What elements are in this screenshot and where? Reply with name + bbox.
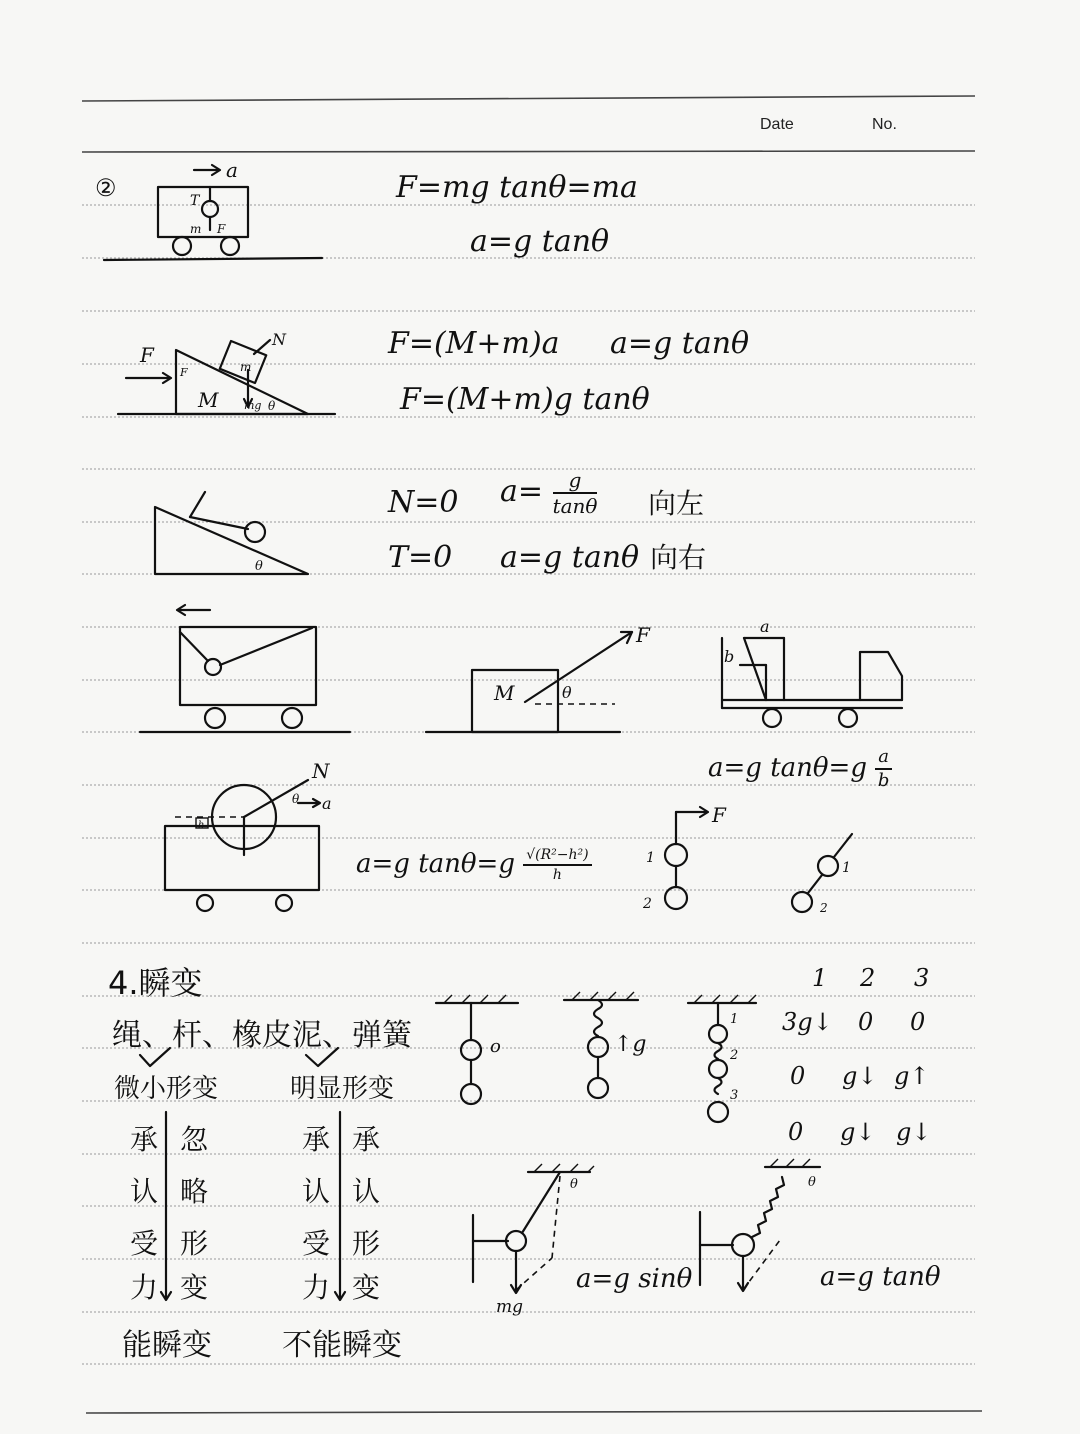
cart-pendulum-diagram [104, 158, 322, 260]
equation-sin: a=g sinθ [576, 1264, 693, 1294]
large-deformation: 明显形变 [290, 1074, 395, 1104]
svg-text:F: F [712, 803, 726, 827]
sphere-eq-denominator: h [552, 867, 562, 883]
item-marker: ② [95, 174, 117, 202]
number-label: No. [872, 116, 897, 133]
block-force-diagram [426, 623, 651, 732]
svg-text:θ: θ [255, 559, 263, 574]
left-col-b-2: 略 [180, 1175, 209, 1208]
table-cell-r2-c3: g↑ [894, 1062, 930, 1090]
equation-acceleration: a=g tanθ [470, 224, 610, 259]
svg-text:M: M [198, 388, 219, 412]
equation-wedge-force: F=(M+m)a [388, 326, 560, 361]
cannot-change: 不能瞬变 [282, 1328, 402, 1363]
hanging-three-balls [688, 995, 756, 1122]
cart-hanging-ball-diagram [140, 605, 350, 732]
right-col-b-1: 承 [352, 1123, 381, 1156]
table-cell-r1-c3: 0 [910, 1008, 926, 1036]
svg-text:θ: θ [808, 1175, 816, 1190]
svg-text:1: 1 [646, 850, 655, 866]
right-col-b-2: 认 [352, 1175, 381, 1208]
left-col-a-1: 承 [130, 1123, 159, 1156]
truck-eq-numerator: a [875, 748, 892, 770]
hanging-ball-rope [436, 995, 518, 1104]
right-col-b-4: 变 [352, 1271, 381, 1304]
right-col-a-3: 受 [302, 1227, 331, 1260]
table-cell-r1-c2: 0 [858, 1008, 874, 1036]
svg-text:h: h [198, 820, 205, 831]
accel-prefix: a= [500, 474, 544, 509]
truck-eq-denominator: b [877, 770, 890, 791]
equation-wedge-acceleration: a=g tanθ [610, 326, 750, 361]
hang-label-1: 1 [730, 1012, 739, 1027]
left-col-a-4: 力 [130, 1271, 159, 1304]
table-cell-r1-c1: 3g↓ [782, 1008, 833, 1036]
left-col-b-4: 变 [180, 1271, 209, 1304]
incline-ball-diagram [155, 492, 308, 574]
svg-text:2: 2 [820, 901, 828, 915]
svg-text:a: a [226, 158, 238, 182]
svg-text:θ: θ [292, 792, 300, 806]
date-label: Date [760, 116, 794, 133]
left-col-b-1: 忽 [180, 1123, 209, 1156]
equation-tension: F=mg tanθ=ma [396, 170, 638, 205]
spring-angle-ball-diagram [700, 1159, 820, 1291]
rope-angle-ball-diagram [473, 1164, 594, 1317]
svg-text:1: 1 [842, 860, 851, 876]
right-col-b-3: 形 [352, 1227, 381, 1260]
direction-left: 向左 [648, 487, 705, 520]
svg-text:M: M [494, 681, 515, 705]
equation-tan: a=g tanθ [820, 1262, 941, 1292]
svg-text:θ: θ [562, 683, 572, 702]
table-cell-r3-c1: 0 [788, 1118, 804, 1146]
truck-eq-prefix: a=g tanθ=g [708, 753, 867, 783]
right-col-a-4: 力 [302, 1271, 331, 1304]
svg-text:N: N [272, 330, 286, 349]
sphere-eq-prefix: a=g tanθ=g [356, 849, 515, 879]
accel-fraction [500, 470, 597, 516]
accel-numerator: g [553, 470, 598, 494]
svg-text:F: F [140, 343, 154, 367]
small-deformation: 微小形变 [114, 1074, 219, 1104]
svg-text:2: 2 [643, 896, 652, 912]
left-col-b-3: 形 [180, 1227, 209, 1260]
cart-sphere-diagram [165, 759, 332, 911]
svg-text:T: T [190, 193, 200, 209]
can-change: 能瞬变 [122, 1328, 212, 1363]
svg-text:F: F [217, 222, 226, 236]
svg-text:θ: θ [570, 1177, 578, 1192]
connected-balls-diagram [642, 803, 852, 915]
table-cell-r3-c3: g↓ [896, 1118, 932, 1146]
svg-text:θ: θ [268, 399, 276, 413]
table-header-2: 2 [860, 964, 876, 992]
svg-text:F: F [636, 623, 650, 647]
table-header-3: 3 [914, 964, 930, 992]
svg-text:mg: mg [496, 1297, 524, 1317]
svg-text:a: a [322, 794, 332, 813]
accel-denominator: tanθ [552, 494, 598, 518]
sphere-eq-numerator: √(R²−h²) [523, 848, 591, 866]
hang-label-zero: o [490, 1036, 501, 1057]
svg-text:m: m [190, 222, 202, 236]
svg-text:N: N [312, 759, 330, 783]
svg-text:mg: mg [244, 399, 262, 412]
svg-text:a: a [760, 617, 770, 636]
left-col-a-2: 认 [130, 1175, 159, 1208]
right-col-a-2: 认 [302, 1175, 331, 1208]
sphere-equation [356, 848, 592, 882]
table-cell-r2-c1: 0 [790, 1062, 806, 1090]
truck-equation [708, 748, 892, 790]
equation-wedge-total: F=(M+m)g tanθ [400, 382, 650, 417]
normal-zero: N=0 [388, 485, 459, 520]
hang-label-2: 2 [730, 1048, 739, 1063]
table-cell-r2-c2: g↓ [842, 1062, 878, 1090]
tension-zero: T=0 [388, 540, 453, 575]
right-col-a-1: 承 [302, 1123, 331, 1156]
svg-text:b: b [724, 647, 735, 666]
truck-diagram [722, 617, 902, 727]
svg-text:m: m [240, 360, 252, 374]
hang-label-g-up: ↑g [614, 1032, 647, 1057]
direction-right: 向右 [650, 541, 707, 574]
accel-tan: a=g tanθ [500, 540, 640, 575]
table-cell-r3-c2: g↓ [840, 1118, 876, 1146]
section-title: 4.瞬变 [108, 964, 203, 1002]
hang-label-3: 3 [730, 1088, 739, 1103]
constraint-types: 绳、杆、橡皮泥、弹簧 [112, 1018, 412, 1053]
svg-text:F: F [180, 366, 188, 379]
left-col-a-3: 受 [130, 1227, 159, 1260]
table-header-1: 1 [812, 964, 828, 992]
wedge-diagram [118, 330, 335, 414]
